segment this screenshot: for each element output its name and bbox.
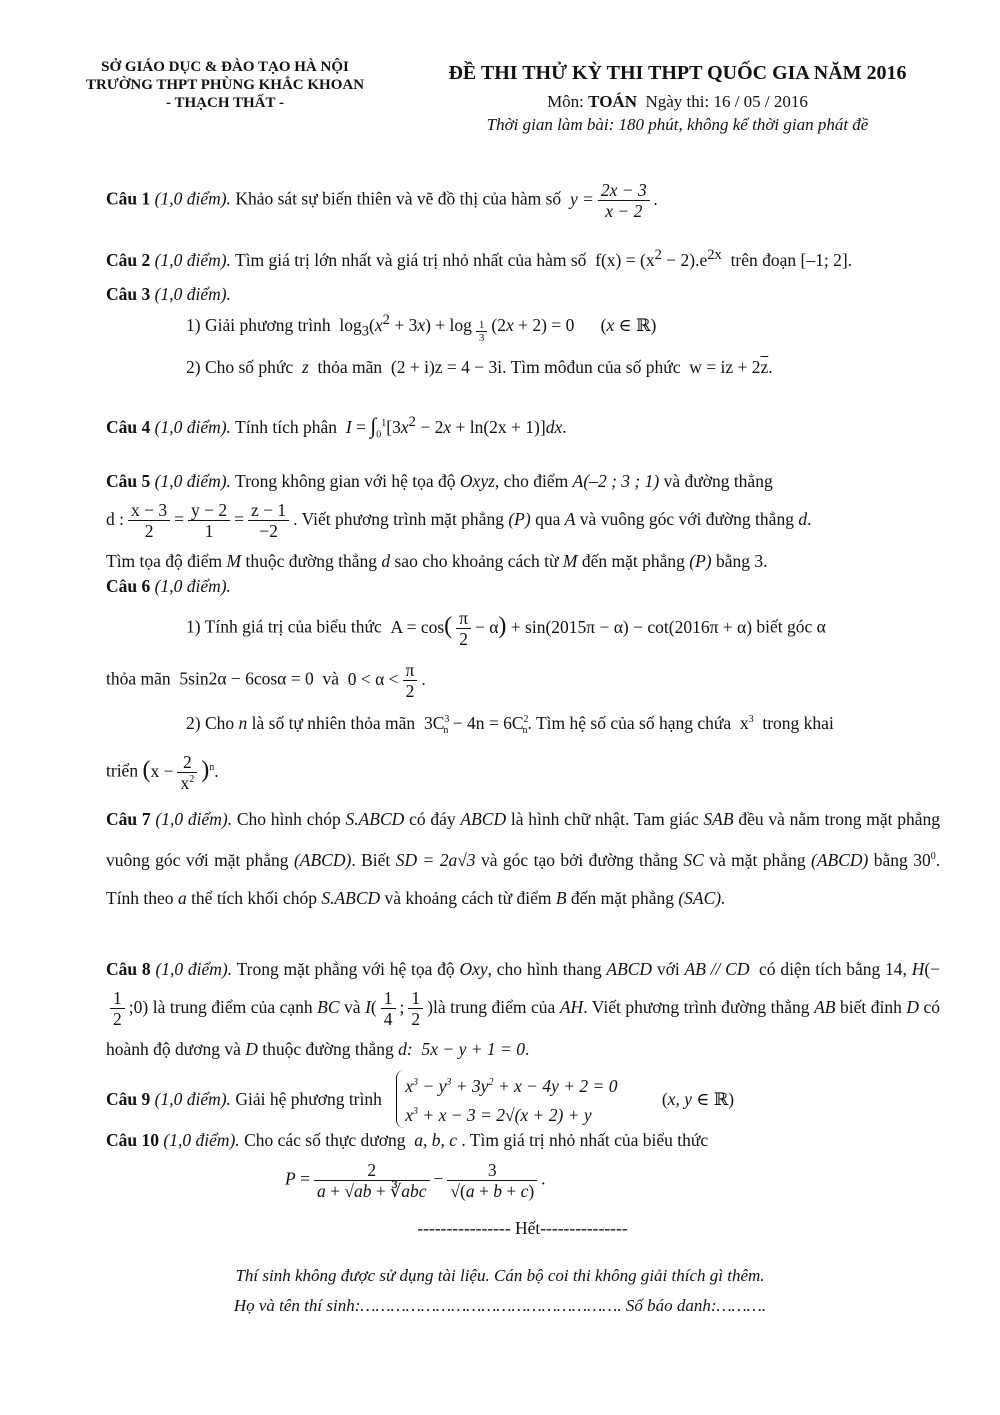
question-points: (1,0 điểm). bbox=[154, 576, 231, 596]
question-text: thỏa mãn bbox=[317, 357, 383, 377]
footer-note: Thí sinh không được sử dụng tài liệu. Cán bộ coi thi không giải thích gì thêm. bbox=[235, 1266, 765, 1285]
formula: y = $\frac{2x - 3}{x - 2}$ . bbox=[565, 180, 659, 222]
question-text: trong mặt phẳng vuông góc với mặt phẳng bbox=[106, 809, 941, 870]
question-3-part-1 bbox=[186, 308, 946, 345]
subject-label: Môn: bbox=[547, 92, 584, 111]
question-3-part-2 bbox=[186, 355, 946, 379]
question-points: (1,0 điểm). bbox=[154, 284, 231, 304]
question-text: Khảo sát sự biến thiên và vẽ đồ thị của hàm số bbox=[235, 188, 562, 209]
question-text: 2) Cho số phức bbox=[186, 357, 294, 377]
question-label: Câu 10 bbox=[106, 1130, 159, 1150]
question-text: Trong không gian với hệ tọa độ bbox=[235, 471, 456, 491]
formula: $I = \int_0^1[3x^2 - 2x + \ln(2x + 1)]dx$. bbox=[345, 412, 567, 441]
question-label: Câu 9 bbox=[106, 1088, 151, 1109]
question-text: đến mặt phẳng bbox=[581, 550, 685, 571]
question-10: Câu 10 (1,0 điểm). Cho các số thực dương a, b, c . Tìm giá trị nhỏ nhất của biểu thức bbox=[106, 1130, 709, 1150]
candidate-number-field: ………. bbox=[716, 1296, 767, 1315]
question-text: sao cho khoảng cách từ bbox=[394, 550, 559, 571]
dept-name: SỞ GIÁO DỤC & ĐÀO TẠO HÀ NỘI bbox=[101, 59, 349, 75]
question-2 bbox=[106, 243, 940, 272]
formula: (2 + i)z = 4 − 3i bbox=[386, 357, 503, 377]
question-text: có đáy bbox=[409, 809, 456, 829]
question-label: Câu 5 bbox=[106, 471, 151, 491]
question-points: (1,0 điểm). bbox=[154, 1088, 231, 1109]
question-label: Câu 8 bbox=[106, 959, 151, 979]
question-6-part-1: 1) Tính giá trị của biểu thức A = cos( $\frac{\pi}{2}$ − α) + sin(2015π − α) − cot(2016π + α) biết góc α bbox=[186, 608, 826, 650]
question-text: có diện bbox=[759, 959, 811, 979]
question-text: . Biết bbox=[351, 849, 391, 870]
formula: z bbox=[297, 357, 314, 377]
question-text: . Tìm giá trị nhỏ nhất của biểu thức bbox=[461, 1130, 709, 1150]
question-label: Câu 3 bbox=[106, 284, 151, 304]
question-text: là hình chữ nhật. Tam giác bbox=[510, 809, 699, 829]
question-text: trình đường thẳng bbox=[683, 997, 810, 1017]
question-text: và bbox=[344, 997, 361, 1017]
question-8: Câu 8 (1,0 điểm). Trong mặt phẳng với hệ tọa độ Oxy, cho hình thang ABCD với AB // CD có diện tích bằng 14, H(− $\frac{1}{2}$ ;0) là trung điểm của cạnh BC và I( $\frac{1}{4}$ ; $\frac{1}{2}$ )là trung điểm của AH. Viết phương trình đường thẳng AB biết đỉnh D có hoành độ dương và D thuộc đường thẳng d: 5x − y + 1 = 0. bbox=[106, 959, 941, 1059]
question-7: Câu 7 (1,0 điểm). Cho hình chóp S.ABCD có đáy ABCD là hình chữ nhật. Tam giác SAB đều và nằm trong mặt phẳng vuông góc với mặt phẳng (ABCD). Biết SD = 2a√3 và góc tạo bởi đường thẳng SC và mặt phẳng (ABCD) bằng $30^0$. Tính theo a thể tích khối chóp S.ABCD và khoảng cách từ điểm B đến mặt phẳng (SAC). bbox=[106, 809, 941, 908]
question-text: 2) Cho bbox=[186, 712, 235, 733]
exam-header bbox=[395, 60, 960, 136]
question-text: đều và nằm bbox=[738, 809, 820, 829]
question-text: là trung điểm của bbox=[432, 997, 556, 1017]
formula: A = cos( $\frac{\pi}{2}$ − α) + sin(2015π − α) − cot(2016π + α) bbox=[386, 608, 753, 650]
question-text: , cho hình thang bbox=[487, 959, 602, 979]
question-points: (1,0 điểm). bbox=[154, 471, 231, 491]
question-text: và đường thẳng bbox=[663, 471, 773, 491]
question-text: và khoảng cách từ điểm bbox=[384, 887, 552, 908]
question-text: bằng 3. bbox=[715, 550, 768, 571]
question-points: (1,0 điểm). bbox=[155, 959, 233, 979]
question-label: Câu 2 bbox=[106, 249, 151, 270]
formula: w = iz + $2\overline{z}$. bbox=[684, 357, 773, 377]
formula: 5sin2α − 6cosα = 0 bbox=[175, 668, 319, 689]
question-text: Tìm giá trị lớn nhất và giá trị nhỏ nhất của hàm số bbox=[235, 249, 587, 270]
subject-name: TOÁN bbox=[588, 92, 637, 111]
question-text: thuộc đường thẳng bbox=[262, 1038, 394, 1059]
question-text: . Tính theo bbox=[106, 849, 941, 908]
question-9: Câu 9 (1,0 điểm). Giải hệ phương trình $x^3 - y^3 + 3y^2 + x - 4y + 2 = 0$ $x^3 + x - 3 = 2√(x + 2) + y$ (x, y ∈ ℝ) bbox=[106, 1070, 940, 1128]
footer-fields bbox=[0, 1296, 1000, 1316]
question-6-part-2: 2) Cho n là số tự nhiên thỏa mãn $3C^3_n - 4n = 6C^2_n$. Tìm hệ số của số hạng chứa $x^3$ trong khai bbox=[186, 712, 834, 737]
school-name: TRƯỜNG THPT PHÙNG KHẮC KHOAN bbox=[85, 77, 365, 93]
question-text: mặt phẳng bbox=[600, 887, 674, 908]
question-4 bbox=[106, 410, 940, 447]
question-text: Cho các số thực dương bbox=[244, 1130, 406, 1150]
question-text: và bbox=[709, 849, 726, 870]
question-text: thỏa mãn bbox=[106, 668, 171, 689]
question-text: Tìm tọa độ điểm bbox=[106, 550, 223, 571]
question-text: mặt phẳng bbox=[731, 849, 806, 870]
question-6-part-1-cond bbox=[106, 660, 940, 701]
candidate-name-label: Họ và tên thí sinh: bbox=[233, 1296, 361, 1315]
district-name: - THẠCH THẤT - bbox=[166, 95, 284, 111]
formula: $3C^3_n - 4n = 6C^2_n$ bbox=[419, 712, 529, 737]
question-text: bằng bbox=[873, 849, 908, 870]
formula: d : $\frac{x - 3}{2}$ = $\frac{y - 2}{1}$ = $\frac{z - 1}{-2}$ bbox=[106, 509, 293, 529]
exam-date: Ngày thi: 16 / 05 / 2016 bbox=[645, 92, 808, 111]
formula: $f(x) = (x^2 - 2).e^{2x}$ bbox=[590, 247, 722, 270]
question-label: Câu 1 bbox=[106, 188, 151, 209]
question-text: . Viết phương bbox=[583, 997, 680, 1017]
question-points: (1,0 điểm). bbox=[154, 188, 231, 209]
formula: I( $\frac{1}{4}$ ; $\frac{1}{2}$ ) bbox=[365, 988, 433, 1030]
question-text: triển bbox=[106, 760, 139, 781]
question-6 bbox=[106, 574, 940, 598]
question-text: đến bbox=[570, 887, 597, 908]
exam-time: Thời gian làm bài: 180 phút, không kể thời gian phát đề bbox=[486, 115, 869, 134]
formula: (x − $\frac{2}{x^2}$ )$^n$. bbox=[142, 752, 219, 794]
candidate-number-label: Số báo danh: bbox=[625, 1296, 717, 1315]
question-text: biết góc bbox=[756, 616, 813, 637]
question-text: và vuông góc với đường thẳng bbox=[579, 509, 794, 529]
question-text: là trung điểm của cạnh bbox=[152, 997, 313, 1017]
candidate-name-field: ……………………………………………. bbox=[360, 1296, 622, 1315]
exam-title: ĐỀ THI THỬ KỲ THI THPT QUỐC GIA NĂM 2016 bbox=[448, 62, 907, 84]
question-points: (1,0 điểm). bbox=[155, 809, 233, 829]
exam-subject-line bbox=[395, 90, 960, 114]
end-mark: ---------------- Hết--------------- bbox=[417, 1218, 628, 1238]
question-text: tích bằng 14, bbox=[815, 959, 907, 979]
formula: $\log_3(x^2 + 3x) + \log$ $_{\frac{1}{3}}$ (2x + 2) = 0 (x ∈ ℝ) bbox=[335, 312, 657, 345]
question-text: và góc tạo bởi đường thẳng bbox=[480, 849, 678, 870]
question-text: là số tự nhiên thỏa mãn bbox=[251, 712, 416, 733]
equation-system: $x^3 - y^3 + 3y^2 + x - 4y + 2 = 0$ $x^3 + x - 3 = 2√(x + 2) + y$ bbox=[396, 1070, 617, 1128]
formula: 0 < α < $\frac{\pi}{2}$ . bbox=[343, 660, 426, 702]
question-text: có hoành độ dương và bbox=[106, 997, 941, 1059]
question-text: thể tích khối chóp bbox=[191, 887, 317, 908]
question-text: Tính tích phân bbox=[235, 416, 338, 437]
formula: H(− $\frac{1}{2}$ ;0) bbox=[106, 959, 940, 1017]
question-text: 1) Tính giá trị của biểu thức bbox=[186, 616, 382, 637]
question-1 bbox=[106, 180, 940, 221]
question-text: . Tìm hệ số của số hạng chứa bbox=[527, 712, 732, 733]
question-text: qua bbox=[535, 509, 561, 529]
question-text: . Viết phương trình mặt phẳng bbox=[293, 509, 504, 529]
question-label: Câu 6 bbox=[106, 576, 151, 596]
question-text: 1) Giải phương trình bbox=[186, 314, 331, 335]
question-points: (1,0 điểm). bbox=[163, 1130, 240, 1150]
formula-P: P = $\frac{2}{\text{a + √ab + ∛abc}}$ − $\frac{3}{√(a + b + c)}$ . bbox=[285, 1160, 546, 1202]
question-text: Giải hệ phương trình bbox=[235, 1088, 382, 1109]
question-label: Câu 4 bbox=[106, 416, 151, 437]
question-6-part-2-cont bbox=[106, 752, 940, 793]
question-points: (1,0 điểm). bbox=[154, 416, 231, 437]
question-text: . Tìm môđun của số phức bbox=[502, 357, 681, 377]
school-header bbox=[60, 58, 390, 112]
question-text: và bbox=[322, 668, 339, 689]
question-5: Câu 5 (1,0 điểm). Trong không gian với hệ tọa độ Oxyz, cho điểm A(–2 ; 3 ; 1) và đường thẳng d : $\frac{x - 3}{2}$ = $\frac{y - 2}{1}$ = $\frac{z - 1}{-2}$ . Viết phương trình mặt phẳng (P) qua A và vuông góc với đường thẳng d. Tìm tọa độ điểm M thuộc đường thẳng d sao cho khoảng cách từ M đến mặt phẳng (P) bằng 3. bbox=[106, 471, 812, 571]
question-points: (1,0 điểm). bbox=[154, 249, 231, 270]
question-text: Trong mặt phẳng với hệ tọa độ bbox=[236, 959, 455, 979]
question-3 bbox=[106, 282, 940, 306]
question-label: Câu 7 bbox=[106, 809, 151, 829]
question-text: trên đoạn [–1; 2]. bbox=[730, 249, 853, 270]
question-text: biết đỉnh bbox=[839, 997, 902, 1017]
question-text: với bbox=[656, 959, 680, 979]
question-text: trong khai bbox=[762, 712, 834, 733]
question-text: thuộc đường thẳng bbox=[245, 550, 377, 571]
question-text: Cho hình chóp bbox=[236, 809, 341, 829]
question-text: , cho điểm bbox=[494, 471, 569, 491]
